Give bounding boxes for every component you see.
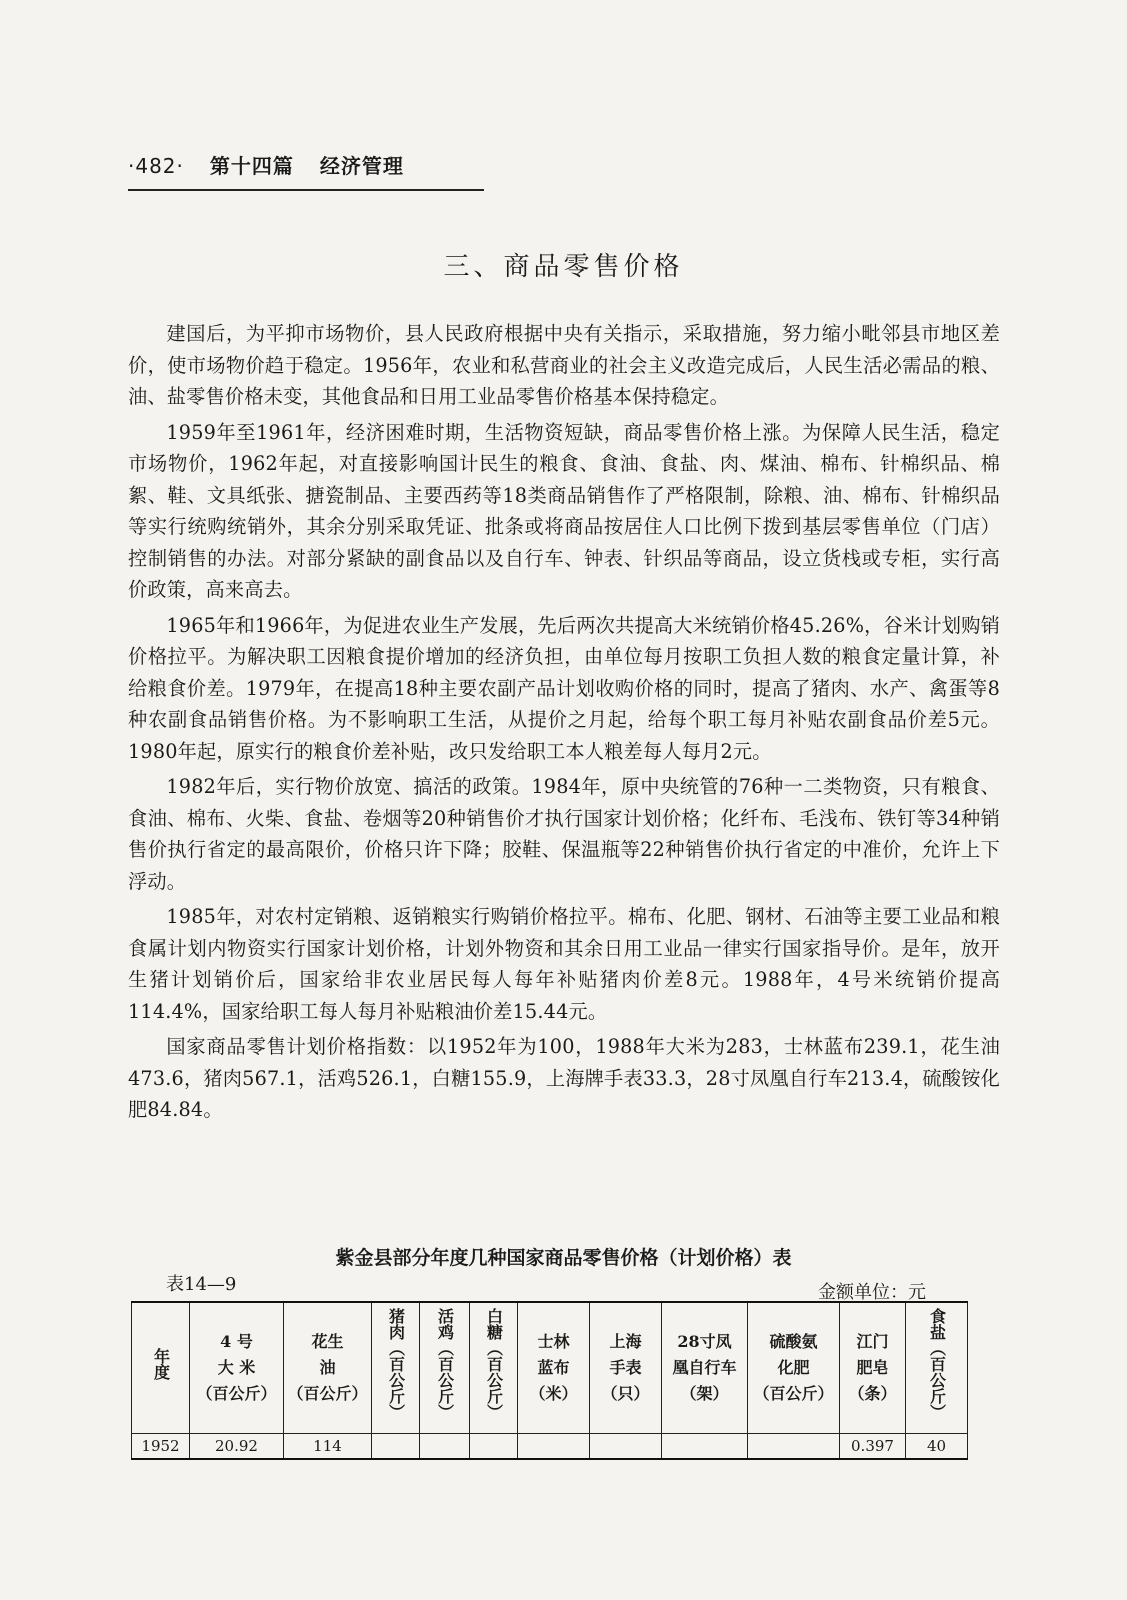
header-soap: 江门 肥皂 （条）	[840, 1302, 906, 1434]
header-year: 年度	[132, 1302, 190, 1434]
header-bicycle: 28寸凤 凰自行车 （架）	[662, 1302, 748, 1434]
body-text	[128, 318, 1000, 1130]
header-sugar: 白糖（百公斤）	[470, 1302, 518, 1434]
running-header	[128, 150, 484, 191]
cell-bicycle	[662, 1434, 748, 1460]
section-title: 三、商品零售价格	[443, 252, 684, 282]
part-label: 第十四篇	[209, 154, 294, 178]
price-table	[131, 1301, 968, 1460]
cell-fertilizer	[748, 1434, 840, 1460]
table-unit: 金额单位：元	[818, 1282, 926, 1303]
header-pork: 猪肉（百公斤）	[372, 1302, 420, 1434]
header-cloth: 士林 蓝布 （米）	[518, 1302, 590, 1434]
table-title: 紫金县部分年度几种国家商品零售价格（计划价格）表	[335, 1247, 792, 1269]
cell-salt: 40	[906, 1434, 968, 1460]
cell-soap: 0.397	[840, 1434, 906, 1460]
header-chicken: 活鸡（百公斤）	[420, 1302, 470, 1434]
paragraph: 国家商品零售计划价格指数：以1952年为100，1988年大米为283，士林蓝布239.1，花生油473.6，猪肉567.1，活鸡526.1，白糖155.9，上海牌手表33.3，28寸凤凰自行车213.4，硫酸铵化肥84.84。	[128, 1035, 1000, 1121]
paragraph: 建国后，为平抑市场物价，县人民政府根据中央有关指示，采取措施，努力缩小毗邻县市地区差价，使市场物价趋于稳定。1956年，农业和私营商业的社会主义改造完成后，人民生活必需品的粮、油、盐零售价格未变，其他食品和日用工业品零售价格基本保持稳定。	[128, 322, 1000, 408]
cell-oil: 114	[284, 1434, 372, 1460]
paragraph: 1959年至1961年，经济困难时期，生活物资短缺，商品零售价格上涨。为保障人民生活，稳定市场物价，1962年起，对直接影响国计民生的粮食、食油、食盐、肉、煤油、棉布、针棉织品、棉絮、鞋、文具纸张、搪瓷制品、主要西药等18类商品销售作了严格限制，除粮、油、棉布、针棉织品等实行统购统销外，其余分别采取凭证、批条或将商品按居住人口比例下拨到基层零售单位（门店）控制销售的办法。对部分紧缺的副食品以及自行车、钟表、针织品等商品，设立货栈或专柜，实行高价政策，高来高去。	[128, 420, 1000, 601]
cell-cloth	[518, 1434, 590, 1460]
header-peanut-oil: 花生 油 （百公斤）	[284, 1302, 372, 1434]
table-row	[132, 1434, 968, 1460]
paragraph: 1965年和1966年，为促进农业生产发展，先后两次共提高大米统销价格45.26%，谷米计划购销价格拉平。为解决职工因粮食提价增加的经济负担，由单位每月按职工负担人数的粮食定量计算，补给粮食价差。1979年，在提高18种主要农副产品计划收购价格的同时，提高了猪肉、水产、禽蛋等8种农副食品销售价格。为不影响职工生活，从提价之月起，给每个职工每月补贴农副食品价差5元。1980年起，原实行的粮食价差补贴，改只发给职工本人粮差每人每月2元。	[128, 613, 1000, 763]
page-number: ·482·	[128, 154, 184, 178]
cell-watch	[590, 1434, 662, 1460]
cell-rice: 20.92	[190, 1434, 284, 1460]
table-number: 表14—9	[166, 1274, 237, 1295]
paragraph: 1982年后，实行物价放宽、搞活的政策。1984年，原中央统管的76种一二类物资，只有粮食、食油、棉布、火柴、食盐、卷烟等20种销售价才执行国家计划价格；化纤布、毛浅布、铁钉等34种销售价执行省定的最高限价，价格只许下降；胶鞋、保温瓶等22种销售价执行省定的中准价，允许上下浮动。	[128, 775, 1000, 893]
header-fertilizer: 硫酸氨 化肥 （百公斤）	[748, 1302, 840, 1434]
header-watch: 上海 手表 （只）	[590, 1302, 662, 1434]
header-salt: 食盐（百公斤）	[906, 1302, 968, 1434]
cell-chicken	[420, 1434, 470, 1460]
header-rice: 4 号 大 米 （百公斤）	[190, 1302, 284, 1434]
part-title: 经济管理	[319, 154, 404, 178]
cell-sugar	[470, 1434, 518, 1460]
cell-pork	[372, 1434, 420, 1460]
paragraph: 1985年，对农村定销粮、返销粮实行购销价格拉平。棉布、化肥、钢材、石油等主要工业品和粮食属计划内物资实行国家计划价格，计划外物资和其余日用工业品一律实行国家指导价。是年，放开生猪计划销价后，国家给非农业居民每人每年补贴猪肉价差8元。1988年，4号米统销价提高114.4%，国家给职工每人每月补贴粮油价差15.44元。	[128, 905, 1000, 1023]
table-header-row	[132, 1302, 968, 1434]
cell-year: 1952	[132, 1434, 190, 1460]
